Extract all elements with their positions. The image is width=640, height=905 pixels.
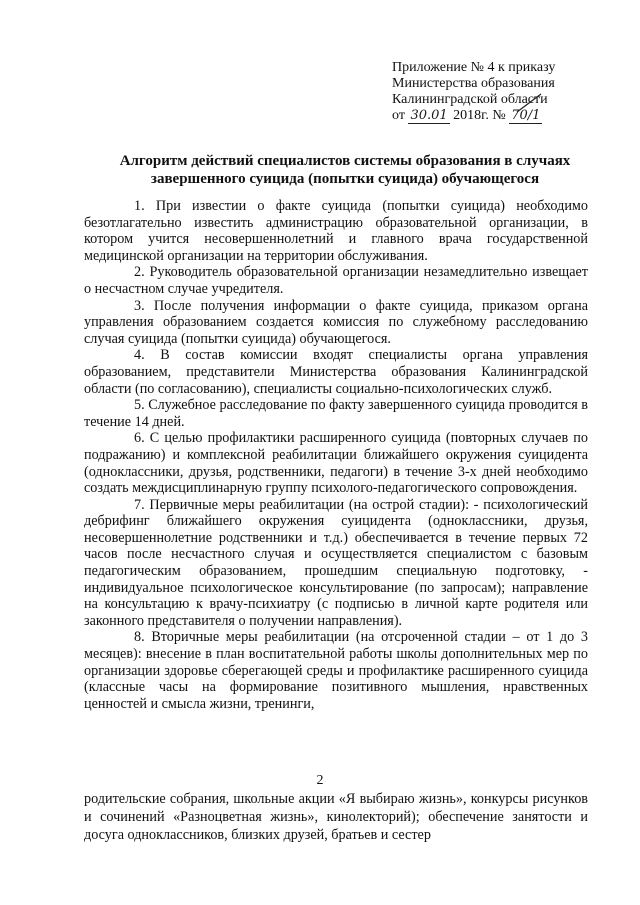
header-line-3: Калининградской области xyxy=(392,92,548,107)
paragraph-6: 6. С целью профилактики расширенного суицида (повторных случаев по подражанию) и комплексной реабилитации ближайшего окружения суицидента (одноклассники, друзья, родственники, педагоги) в течение 3-х дней необходимо создать междисциплинарную группу психолого-педагогического сопровождения. xyxy=(84,430,588,497)
paragraph-4: 4. В состав комиссии входят специалисты органа управления образованием, представители Министерства образования Калининградской области (по согласованию), специалисты социально-психологических служб. xyxy=(84,347,588,397)
appendix-header xyxy=(392,60,592,124)
date-prefix: от xyxy=(392,108,405,123)
page-number: 2 xyxy=(316,773,324,788)
paragraph-1: 1. При известии о факте суицида (попытки суицида) необходимо безотлагательно известить администрацию образовательной организации, в котором учится несовершеннолетний и главного врача государственной медицинской организации на территории обслуживания. xyxy=(84,198,588,264)
handwritten-date: 30.01 xyxy=(410,108,448,123)
handwritten-order-number: 70/1 xyxy=(511,108,541,123)
header-line-4 xyxy=(392,108,592,124)
header-line-2: Министерства образования xyxy=(392,76,555,91)
continued-paragraph: родительские собрания, школьные акции «Я выбираю жизнь», конкурсы рисунков и сочинений «Разноцветная жизнь», кинолекторий); обеспечение занятости и досуга одноклассников, близких друзей, братьев и сестер xyxy=(84,791,588,843)
paragraph-5: 5. Служебное расследование по факту завершенного суицида проводится в течение 14 дней. xyxy=(84,397,588,430)
paragraph-2: 2. Руководитель образовательной организации незамедлительно извещает о несчастном случае учредителя. xyxy=(84,264,588,297)
header-line-1: Приложение № 4 к приказу xyxy=(392,60,556,75)
paragraph-8: 8. Вторичные меры реабилитации (на отсроченной стадии – от 1 до 3 месяцев): внесение в план воспитательной работы школы дополнительных мер по организации здоровье сберегающей среды и профилактике расширенного суицида (классные часы на формирование позитивного мышления, нравственных ценностей и смысла жизни, тренинги, xyxy=(84,629,588,712)
document-body xyxy=(84,198,588,712)
paragraph-3: 3. После получения информации о факте суицида, приказом органа управления образованием создается комиссия по служебному расследованию случая суицида (попытки суицида) обучающегося. xyxy=(84,297,588,347)
handwritten-mark xyxy=(515,92,545,114)
paragraph-7: 7. Первичные меры реабилитации (на острой стадии): - психологический дебрифинг ближайшего окружения суицидента (одноклассники, друзья, несовершеннолетние родственники и т.д.) обеспечивается в течение первых 72 часов после несчастного случая и осуществляется специалистом с базовым педагогическим образованием, прошедшим специальную подготовку, - индивидуальное психологическое консультирование (по запросам); направление на консультацию к врачу-психиатру (с подписью в личной карте родителя или законного представителя о получении направления). xyxy=(84,496,588,629)
document-title: Алгоритм действий специалистов системы образования в случаях завершенного суицида (попытки суицида) обучающегося xyxy=(119,153,571,187)
year-and-number-label: 2018г. № xyxy=(453,108,506,123)
